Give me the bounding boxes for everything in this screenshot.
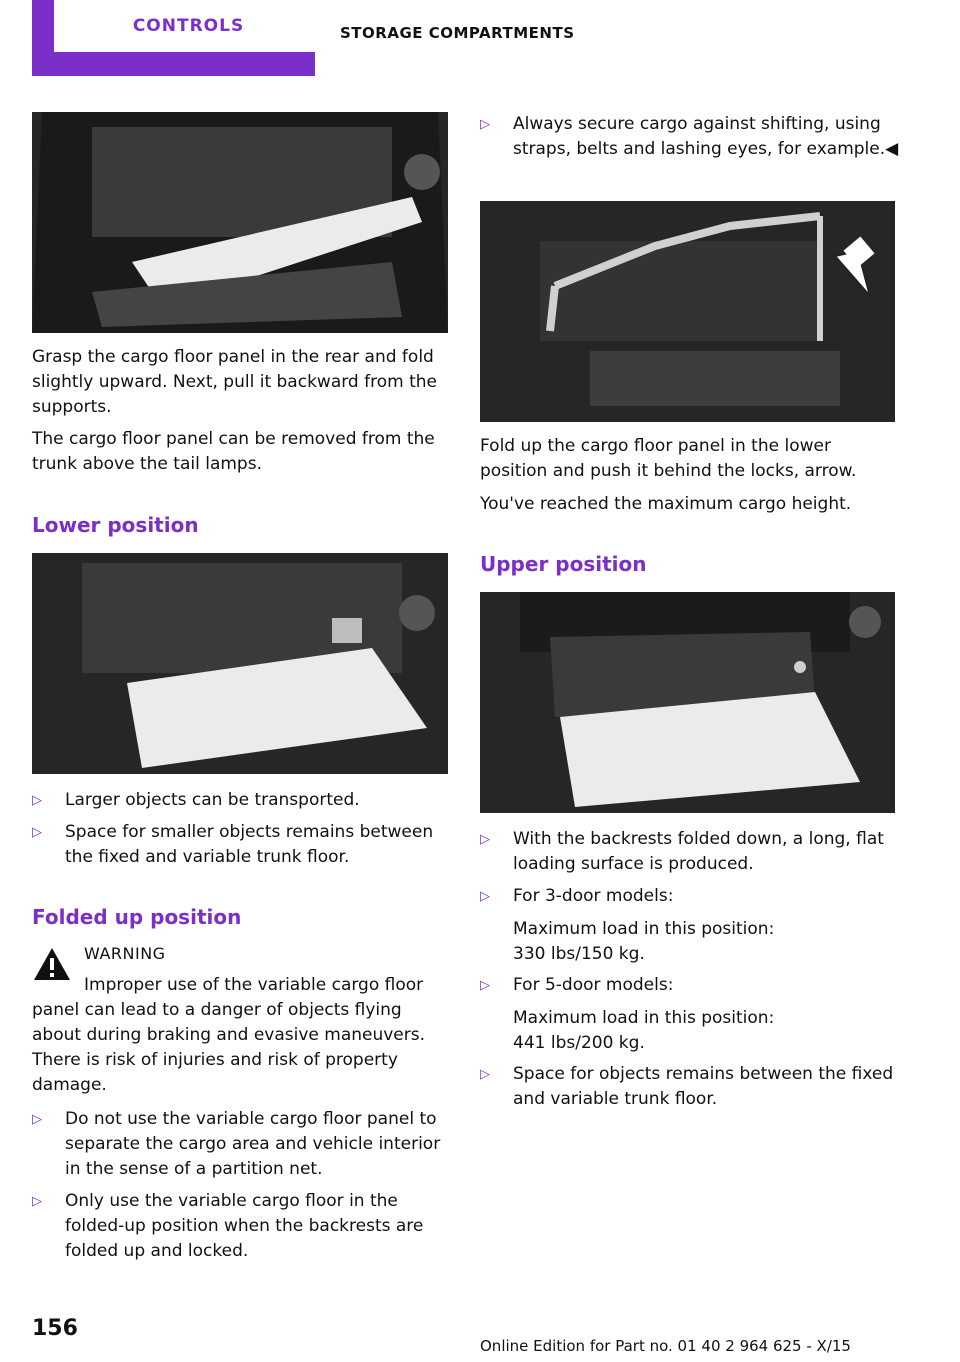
list-item: ▷ Space for smaller objects remains between the fixed and variable trunk floor. xyxy=(32,822,434,867)
bullet-mark: ▷ xyxy=(480,832,490,847)
edition-footer: Online Edition for Part no. 01 40 2 964 625 - X/15 xyxy=(480,1337,851,1355)
warning-text-first: Improper use of the variable cargo floor xyxy=(84,975,424,995)
list-item: ▷ Do not use the variable cargo floor panel to separate the cargo area and vehicle interior in the sense of a partition net. xyxy=(32,1109,441,1179)
bullet-mark: ▷ xyxy=(480,117,490,132)
section-tab xyxy=(32,0,315,76)
cargo-floor-removal-photo xyxy=(32,112,448,333)
list-item: ▷ Space for objects remains between the fixed and variable trunk floor. xyxy=(480,1064,894,1109)
warning-triangle-icon xyxy=(32,946,72,982)
warning-text: panel can lead to a danger of objects flying about during braking and evasive maneuvers. There is risk of injuries and risk of property damage. xyxy=(32,1000,426,1095)
list-item: ▷ For 5-door models: Maximum load in this position: 441 lbs/200 kg. xyxy=(480,975,775,1053)
list-item: ▷ Larger objects can be transported. xyxy=(32,788,452,813)
bullet-mark: ▷ xyxy=(32,1194,42,1209)
warning-label: WARNING xyxy=(84,944,166,963)
bullet-mark: ▷ xyxy=(480,1067,490,1082)
heading-upper-position: Upper position xyxy=(480,552,647,576)
bullet-mark: ▷ xyxy=(32,825,42,840)
folded-up-position-photo xyxy=(480,201,895,422)
section-tab-label: CONTROLS xyxy=(54,0,323,52)
list-item: ▷ Only use the variable cargo floor in the folded-up position when the backrests are folded up and locked. xyxy=(32,1191,424,1261)
bullet-mark: ▷ xyxy=(32,1112,42,1127)
upper-position-photo xyxy=(480,592,895,813)
page-number: 156 xyxy=(32,1316,78,1341)
list-item: ▷ Always secure cargo against shifting, using straps, belts and lashing eyes, for example.◀ xyxy=(480,114,899,159)
lower-position-photo xyxy=(32,553,448,774)
heading-lower-position: Lower position xyxy=(32,513,199,537)
bullet-mark: ▷ xyxy=(480,978,490,993)
paragraph-max-cargo-height: You've reached the maximum cargo height. xyxy=(480,494,852,514)
chapter-title: STORAGE COMPARTMENTS xyxy=(340,24,575,42)
heading-folded-up-position: Folded up position xyxy=(32,905,242,929)
bullet-mark: ▷ xyxy=(32,793,42,808)
paragraph-fold-up-panel: Fold up the cargo floor panel in the lower position and push it behind the locks, arrow. xyxy=(480,436,857,481)
list-item: ▷ With the backrests folded down, a long, flat loading surface is produced. xyxy=(480,829,884,874)
bullet-mark: ▷ xyxy=(480,889,490,904)
paragraph-grasp-panel: Grasp the cargo floor panel in the rear and fold slightly upward. Next, pull it backward from the supports. xyxy=(32,347,437,417)
list-item: ▷ For 3-door models: Maximum load in this position: 330 lbs/150 kg. xyxy=(480,886,775,964)
paragraph-panel-removal: The cargo floor panel can be removed from the trunk above the tail lamps. xyxy=(32,429,435,474)
